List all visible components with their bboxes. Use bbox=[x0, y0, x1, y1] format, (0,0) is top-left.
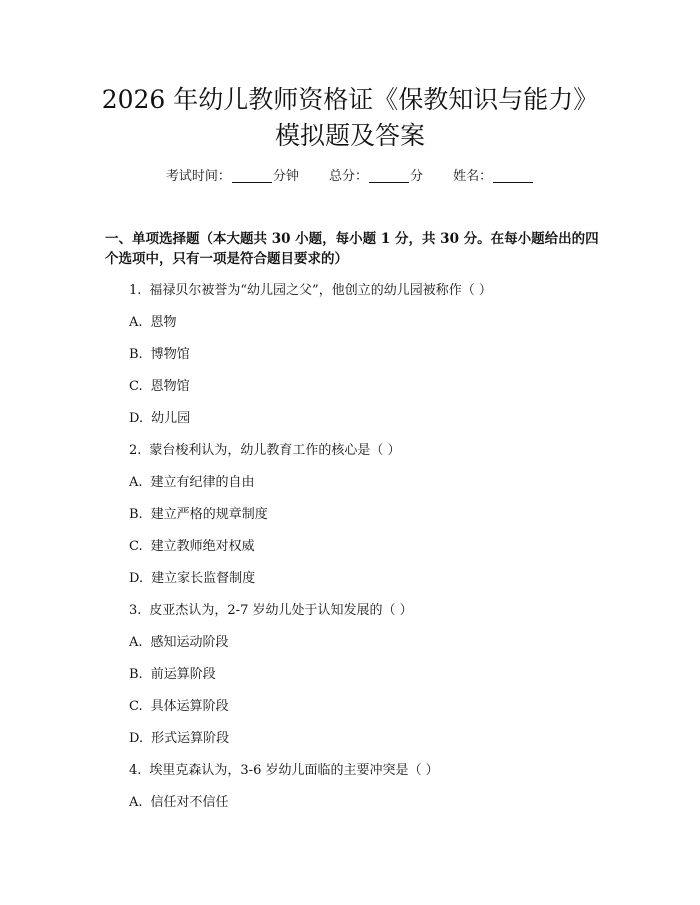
option-label: B. bbox=[129, 347, 143, 362]
option-text: 前运算阶段 bbox=[150, 667, 216, 682]
option-2a bbox=[129, 473, 255, 493]
question-text: 蒙台梭利认为，幼儿教育工作的核心是（ ） bbox=[149, 443, 401, 458]
option-4a bbox=[129, 793, 229, 813]
total-score-unit: 分 bbox=[410, 169, 424, 184]
option-text: 幼儿园 bbox=[151, 411, 191, 426]
option-text: 恩物 bbox=[150, 315, 177, 330]
exam-time-unit: 分钟 bbox=[272, 169, 299, 184]
option-3c bbox=[129, 697, 229, 717]
total-score-blank bbox=[369, 168, 409, 183]
option-1c bbox=[129, 377, 190, 397]
name-label: 姓名： bbox=[453, 169, 493, 184]
question-2 bbox=[129, 441, 401, 461]
option-label: D. bbox=[129, 411, 144, 426]
option-label: C. bbox=[129, 699, 143, 714]
question-text: 埃里克森认为，3-6 岁幼儿面临的主要冲突是（ ） bbox=[149, 763, 439, 778]
option-text: 具体运算阶段 bbox=[150, 699, 229, 714]
question-number: 1. bbox=[129, 283, 142, 298]
document-title-line-2: 模拟题及答案 bbox=[274, 121, 425, 150]
document-title-line-1: 2026 年幼儿教师资格证《保教知识与能力》 bbox=[101, 85, 599, 114]
option-text: 建立家长监督制度 bbox=[151, 571, 256, 586]
question-text: 皮亚杰认为，2-7 岁幼儿处于认知发展的（ ） bbox=[149, 603, 413, 618]
question-number: 3. bbox=[129, 603, 142, 618]
option-text: 感知运动阶段 bbox=[150, 635, 229, 650]
section-heading-line-2: 个选项中，只有一项是符合题目要求的） bbox=[105, 251, 348, 267]
total-score-label: 总分： bbox=[328, 169, 368, 184]
option-label: A. bbox=[129, 315, 143, 330]
option-text: 形式运算阶段 bbox=[151, 731, 230, 746]
option-2c bbox=[129, 537, 255, 557]
option-text: 建立严格的规章制度 bbox=[150, 507, 268, 522]
option-1b bbox=[129, 345, 190, 365]
option-1a bbox=[129, 313, 177, 333]
name-field bbox=[453, 169, 534, 184]
exam-time-field bbox=[166, 169, 303, 184]
option-label: A. bbox=[129, 795, 143, 810]
option-label: C. bbox=[129, 379, 143, 394]
option-label: B. bbox=[129, 507, 143, 522]
option-label: D. bbox=[129, 571, 144, 586]
question-number: 4. bbox=[129, 763, 142, 778]
option-1d bbox=[129, 409, 190, 429]
question-3 bbox=[129, 601, 413, 621]
exam-time-blank bbox=[232, 168, 272, 183]
option-2d bbox=[129, 569, 255, 589]
name-blank bbox=[493, 168, 533, 183]
exam-info-line bbox=[0, 167, 700, 187]
question-1 bbox=[129, 281, 492, 301]
option-text: 信任对不信任 bbox=[150, 795, 229, 810]
section-heading-line-1: 一、单项选择题（本大题共 30 小题，每小题 1 分，共 30 分。在每小题给出的四 bbox=[105, 231, 599, 247]
question-text: 福禄贝尔被誉为“幼儿园之父”，他创立的幼儿园被称作（ ） bbox=[149, 283, 492, 298]
question-4 bbox=[129, 761, 439, 781]
option-text: 建立教师绝对权威 bbox=[150, 539, 255, 554]
total-score-field bbox=[329, 169, 427, 184]
section-heading bbox=[105, 229, 605, 269]
question-number: 2. bbox=[129, 443, 142, 458]
option-label: A. bbox=[129, 475, 143, 490]
option-3a bbox=[129, 633, 229, 653]
option-label: A. bbox=[129, 635, 143, 650]
option-label: B. bbox=[129, 667, 143, 682]
option-2b bbox=[129, 505, 268, 525]
option-text: 博物馆 bbox=[150, 347, 190, 362]
option-label: C. bbox=[129, 539, 143, 554]
option-text: 恩物馆 bbox=[150, 379, 190, 394]
exam-time-label: 考试时间： bbox=[165, 169, 231, 184]
option-label: D. bbox=[129, 731, 144, 746]
option-3b bbox=[129, 665, 216, 685]
option-text: 建立有纪律的自由 bbox=[150, 475, 255, 490]
option-3d bbox=[129, 729, 229, 749]
